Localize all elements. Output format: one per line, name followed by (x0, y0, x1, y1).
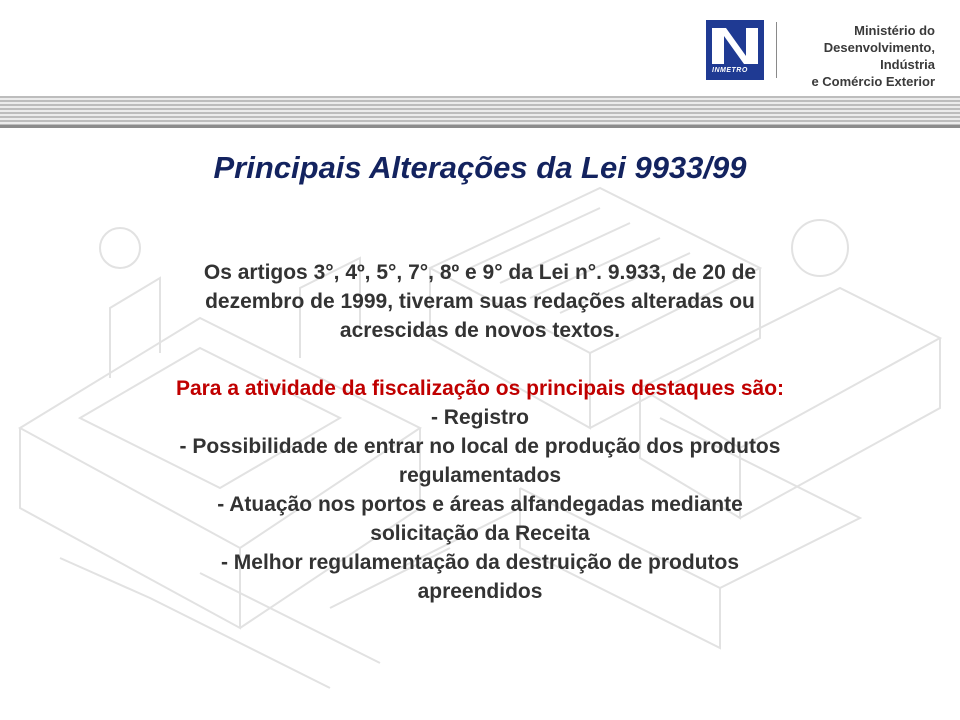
ministry-line: e Comércio Exterior (811, 74, 935, 89)
bullet-line: apreendidos (417, 580, 543, 603)
logo-text: INMETRO (712, 67, 748, 74)
intro-line: acrescidas de novos textos. (339, 319, 621, 342)
slide-body (40, 258, 920, 606)
ministry-line: Desenvolvimento, Indústria (823, 40, 935, 72)
ministry-name (770, 22, 935, 90)
header (0, 0, 960, 96)
intro-line: Os artigos 3°, 4º, 5°, 7°, 8º e 9° da Lei n°. 9.933, de 20 de (203, 261, 757, 284)
bullet-line: - Possibilidade de entrar no local de produção dos produtos (179, 435, 781, 458)
highlight-text: Para a atividade da fiscalização os principais destaques são: (175, 377, 785, 400)
bullet-line: regulamentados (398, 464, 562, 487)
header-stripes (0, 96, 960, 128)
ministry-line: Ministério do (854, 23, 935, 38)
bullet-line: - Registro (430, 406, 529, 429)
intro-line: dezembro de 1999, tiveram suas redações alteradas ou (205, 290, 755, 313)
bullet-line: - Melhor regulamentação da destruição de produtos (220, 551, 740, 574)
bullet-line: - Atuação nos portos e áreas alfandegadas mediante (217, 493, 743, 516)
slide-title: Principais Alterações da Lei 9933/99 (213, 150, 747, 185)
bullet-line: solicitação da Receita (370, 522, 590, 545)
